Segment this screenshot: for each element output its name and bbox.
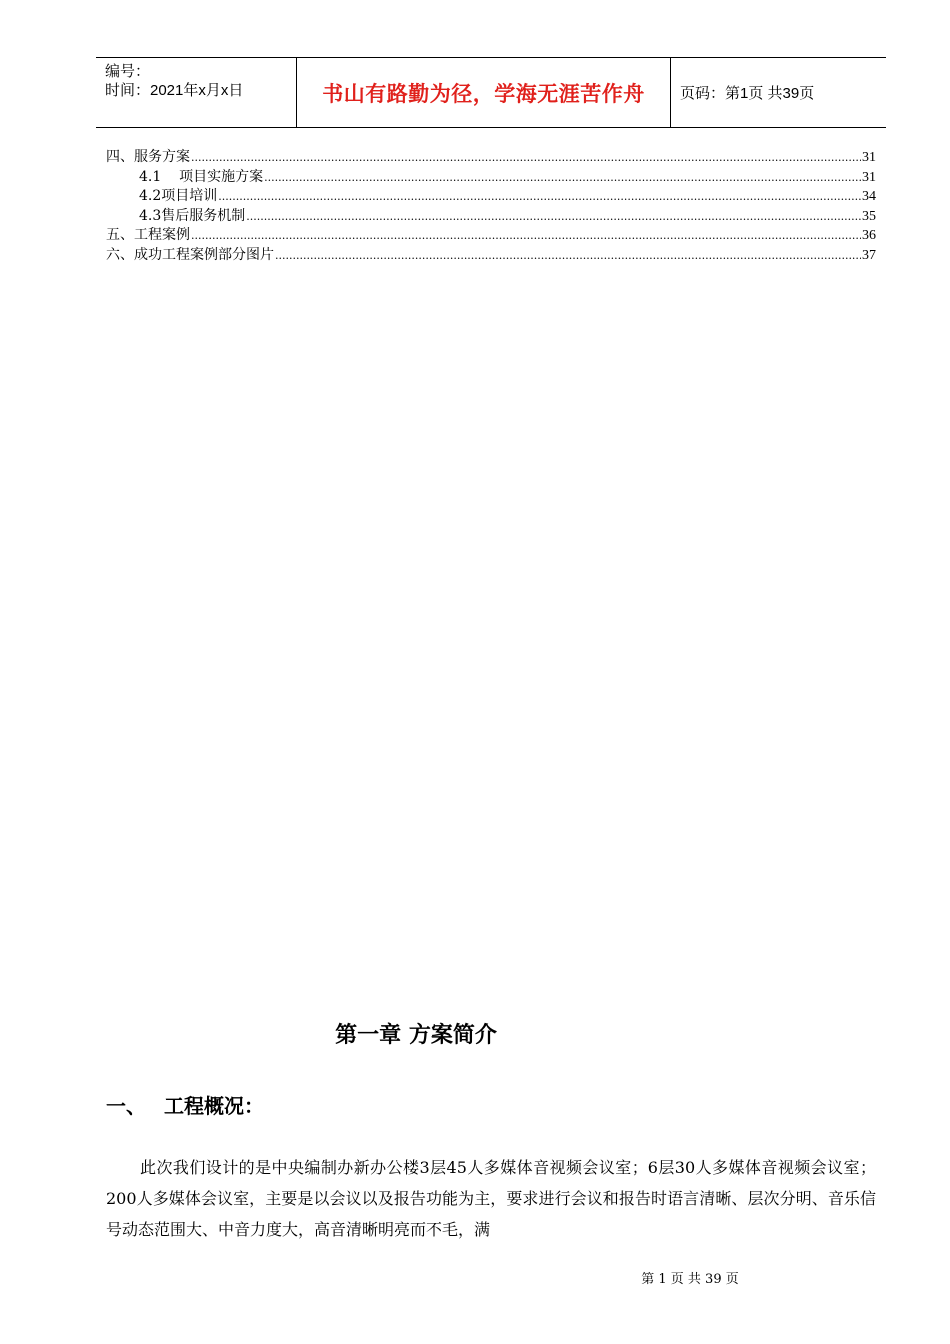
section-number: 一、 xyxy=(106,1094,146,1118)
toc-entry[interactable] xyxy=(106,226,876,246)
toc-entry-page: 31 xyxy=(862,169,876,185)
body-paragraph: 此次我们设计的是中央编制办新办公楼3层45人多媒体音视频会议室；6层30人多媒体音视频会议室；200人多媒体会议室，主要是以会议以及报告功能为主，要求进行会议和报告时语言清晰、层次分明、音乐信号动态范围大、中音力度大，高音清晰明亮而不毛，满 xyxy=(106,1158,876,1239)
toc-entry[interactable] xyxy=(106,246,876,266)
toc-leader-dots xyxy=(191,148,861,168)
toc-entry-label: 4.1 项目实施方案 xyxy=(139,168,264,185)
page-footer xyxy=(0,1268,950,1287)
toc-entry-page: 34 xyxy=(862,189,876,204)
toc-entry-label: 六、成功工程案例部分图片 xyxy=(106,246,274,263)
toc-leader-dots xyxy=(275,246,861,266)
toc-entry-label: 4.3售后服务机制 xyxy=(139,207,246,224)
toc-entry-page: 36 xyxy=(862,228,876,243)
toc-entry[interactable] xyxy=(106,207,876,227)
section-heading xyxy=(106,1090,264,1119)
chapter-title: 第一章 方案简介 xyxy=(335,1023,497,1048)
document-number-label: 编号： xyxy=(105,63,151,80)
section-title: 工程概况： xyxy=(164,1094,264,1118)
toc-entry[interactable] xyxy=(106,187,876,207)
toc-leader-dots xyxy=(246,207,861,227)
toc-leader-dots xyxy=(218,187,861,207)
page-header xyxy=(96,57,886,128)
toc-entry-page: 37 xyxy=(862,247,876,263)
toc-leader-dots xyxy=(264,168,861,188)
toc-leader-dots xyxy=(191,226,861,246)
toc-entry-page: 31 xyxy=(862,150,876,165)
header-motto: 书山有路勤为径，学海无涯苦作舟 xyxy=(297,58,671,127)
header-page-number: 页码：第1页 共39页 xyxy=(680,85,815,102)
header-meta xyxy=(96,58,297,127)
toc-entry-label: 四、服务方案 xyxy=(106,149,190,165)
footer-page-number: 第 1 页 共 39 页 xyxy=(641,1272,739,1287)
table-of-contents xyxy=(106,148,876,265)
toc-entry-label: 五、工程案例 xyxy=(106,227,190,243)
document-date-label: 时间：2021年x月x日 xyxy=(105,82,244,99)
toc-entry[interactable] xyxy=(106,148,876,168)
toc-entry-label: 4.2项目培训 xyxy=(139,188,218,204)
toc-entry-page: 35 xyxy=(862,208,876,224)
toc-entry[interactable] xyxy=(106,168,876,188)
